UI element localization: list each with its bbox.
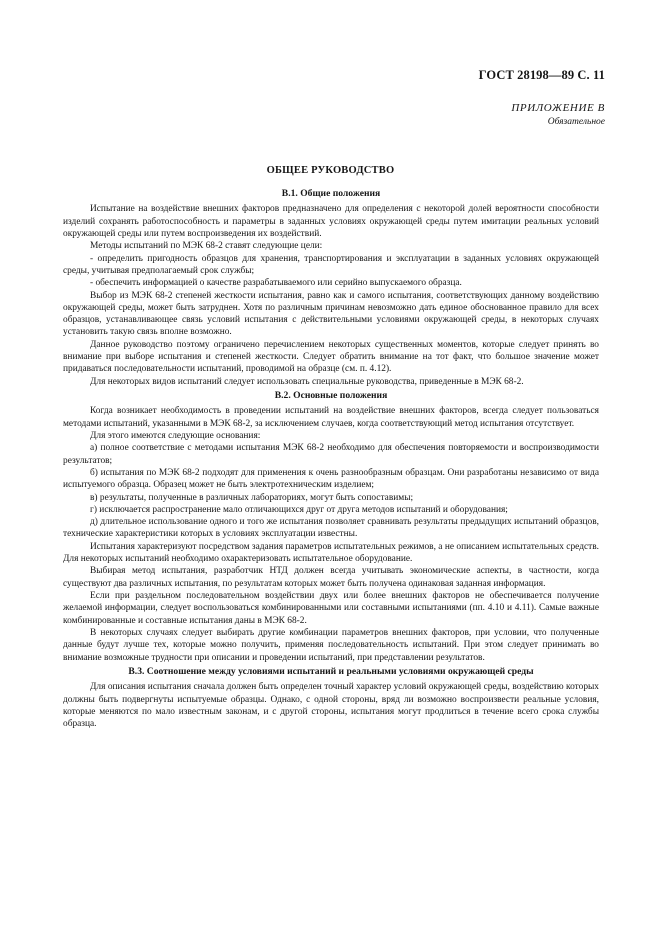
list-item: д) длительное использование одного и того же испытания позволяет сравнивать результаты предыдущих испытаний образцов, технические характеристики которых в условиях эксплуатации известны. bbox=[63, 517, 599, 540]
paragraph: Выбор из МЭК 68-2 степеней жесткости испытания, равно как и самого испытания, соответствующих данному воздействию окружающей среды, может быть затруднен. Хотя по различным причинам невозможно дать единое обоснованное правило для всех образцов, устанавливающее связь условий испытания с действительными условиями окружающей среды, в некоторых случаях установить такую связь вполне возможно. bbox=[63, 290, 599, 338]
list-item: а) полное соответствие с методами испытания МЭК 68-2 необходимо для обеспечения повторяемости и воспроизводимости результатов; bbox=[63, 443, 599, 466]
paragraph: Выбирая метод испытания, разработчик НТД должен всегда учитывать экономические аспекты, в частности, когда существуют два различных испытания, по результатам которых может быть получена одинаковая заданная информация. bbox=[63, 566, 599, 589]
paragraph: Испытание на воздействие внешних факторов предназначено для определения с некоторой долей вероятности способности изделий сохранять работоспособность и параметры в заданных условиях окружающей среды путем имитации реальных условий окружающей среды или путем воспроизведения их воздействий. bbox=[63, 204, 599, 239]
list-item: в) результаты, полученные в различных лабораториях, могут быть сопоставимы; bbox=[90, 492, 414, 503]
appendix-block bbox=[511, 101, 605, 129]
list-item: - определить пригодность образцов для хранения, транспортирования и эксплуатации в заданных условиях окружающей среды, учитывая предполагаемый срок службы; bbox=[63, 253, 599, 276]
standard-page-header: ГОСТ 28198—89 С. 11 bbox=[478, 68, 605, 82]
list-item: г) исключается распространение мало отличающихся друг от друга методов испытаний и оборудования; bbox=[90, 504, 508, 515]
paragraph: Когда возникает необходимость в проведении испытаний на воздействие внешних факторов, всегда следует пользоваться методами испытаний, указанными в МЭК 68-2, за исключением случаев, когда соответствующий метод испытания отсутствует. bbox=[63, 406, 599, 429]
appendix-label: ПРИЛОЖЕНИЕ В bbox=[511, 102, 605, 114]
paragraph: Для описания испытания сначала должен быть определен точный характер условий окружающей среды, воздействию которых должны быть подвергнуты испытуемые образцы. Однако, с одной стороны, вряд ли возможно воспроизвести реальные условия, которые меняются по мало известным законам, и с другой стороны, испытания могут продлиться в течение всего срока службы образца. bbox=[63, 682, 599, 730]
section-heading-b2: В.2. Основные положения bbox=[274, 390, 388, 401]
paragraph: Данное руководство поэтому ограничено перечислением некоторых существенных моментов, которые следует принять во внимание при выборе испытания и степеней жесткости. Следует обратить внимание на тот факт, что большое значение может придаваться последовательности испытаний, проводимой на образце (см. п. 4.12). bbox=[63, 339, 599, 375]
paragraph: Испытания характеризуют посредством задания параметров испытательных режимов, а не описанием испытательных средств. Для некоторых испытаний необходимо охарактеризовать испытательное оборудование. bbox=[63, 541, 599, 565]
paragraph: В некоторых случаях следует выбирать другие комбинации параметров внешних факторов, при условии, что полученные данные будут лучше тех, которые можно получить, применяя последовательность испытаний. При этом следует принимать во внимание возможные трудности при описании и проведении испытаний, при представлении результатов. bbox=[63, 627, 599, 663]
section-heading-b1: В.1. Общие положения bbox=[281, 188, 381, 199]
paragraph: Методы испытаний по МЭК 68-2 ставят следующие цели: bbox=[90, 241, 323, 252]
paragraph: Если при раздельном последовательном воздействии двух или более внешних факторов не обеспечивается получение желаемой информации, следует воспользоваться комбинированными или составными испытаниями (пп. 4.10 и 4.11). Самые важные комбинированные и составные испытания даны в МЭК 68-2. bbox=[63, 591, 599, 626]
document-body bbox=[63, 188, 599, 730]
appendix-status: Обязательное bbox=[547, 117, 605, 127]
paragraph: Для некоторых видов испытаний следует использовать специальные руководства, приведенные в МЭК 68-2. bbox=[90, 376, 524, 387]
list-item: б) испытания по МЭК 68-2 подходят для применения к очень разнообразным образцам. Они разработаны независимо от вида испытуемого образца. Образец может не быть электротехническим изделием; bbox=[63, 467, 599, 491]
section-heading-b3: В.3. Соотношение между условиями испытаний и реальными условиями окружающей среды bbox=[128, 665, 534, 677]
document-title: ОБЩЕЕ РУКОВОДСТВО bbox=[266, 165, 395, 176]
paragraph: Для этого имеются следующие основания: bbox=[90, 430, 261, 441]
list-item: - обеспечить информацией о качестве разрабатываемого или серийно выпускаемого образца. bbox=[90, 278, 462, 289]
